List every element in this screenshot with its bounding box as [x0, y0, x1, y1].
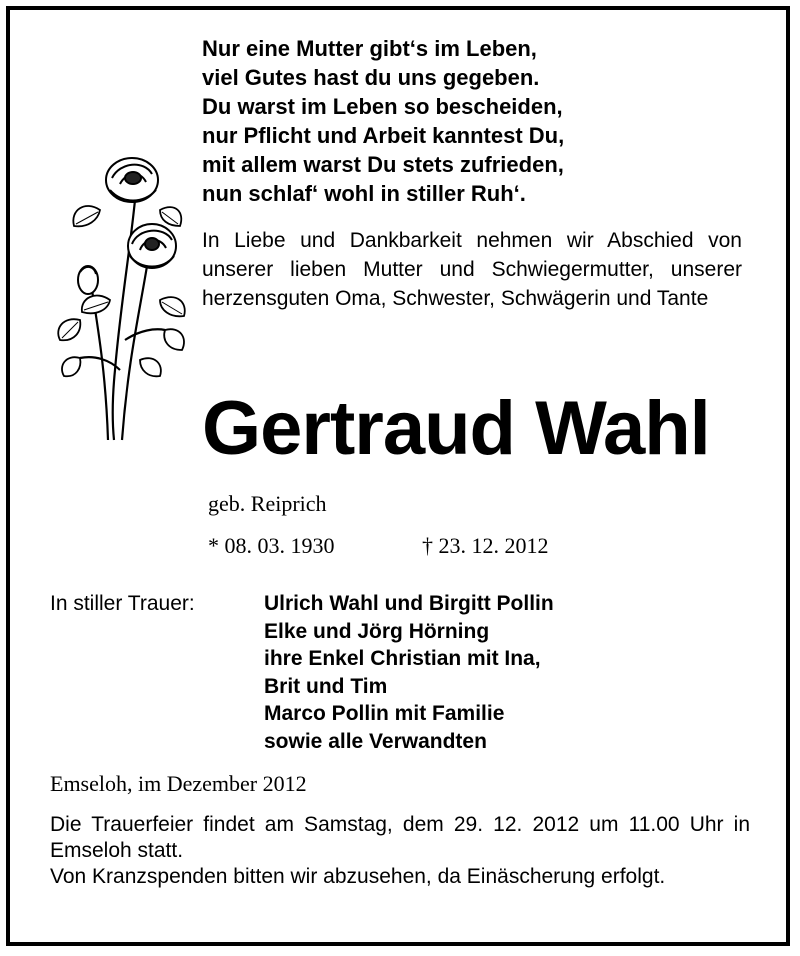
mourner-line: sowie alle Verwandten	[264, 729, 487, 753]
flowers-note: Von Kranzspenden bitten wir abzusehen, da Einäscherung erfolgt.	[50, 865, 666, 888]
intro-text: In Liebe und Dankbarkeit nehmen wir Abschied von unserer lieben Mutter und Schwiegermutter, unserer herzensguten Oma, Schwester, Schwägerin und Tante	[202, 229, 742, 310]
mourner-line: ihre Enkel Christian mit Ina,	[264, 647, 541, 670]
mourner-line: Elke und Jörg Hörning	[264, 619, 490, 643]
mourner-line: Brit und Tim	[264, 674, 388, 698]
death-date: † 23. 12. 2012	[422, 533, 549, 558]
deceased-name: Gertraud Wahl	[202, 386, 710, 471]
place-date: Emseloh, im Dezember 2012	[50, 771, 307, 796]
mourner-line: Marco Pollin mit Familie	[264, 702, 505, 725]
mourner-line: Ulrich Wahl und Birgitt Pollin	[264, 592, 554, 615]
memorial-verse	[202, 34, 762, 208]
rose-illustration-icon	[40, 140, 190, 450]
mourning-label: In stiller Trauer:	[50, 592, 195, 615]
ceremony-info: Die Trauerfeier findet am Samstag, dem 29. 12. 2012 um 11.00 Uhr in Emseloh statt.	[50, 813, 750, 862]
birth-name: geb. Reiprich	[208, 491, 327, 516]
mourner-list	[264, 590, 744, 755]
verse-line: nun schlaf‘ wohl in stiller Ruh‘.	[202, 181, 526, 206]
verse-line: mit allem warst Du stets zufrieden,	[202, 152, 564, 177]
birth-date: * 08. 03. 1930	[208, 533, 335, 558]
verse-line: Nur eine Mutter gibt‘s im Leben,	[202, 36, 537, 61]
funeral-notice	[50, 812, 750, 890]
verse-line: nur Pflicht und Arbeit kanntest Du,	[202, 123, 565, 148]
verse-line: Du warst im Leben so bescheiden,	[202, 94, 563, 119]
verse-line: viel Gutes hast du uns gegeben.	[202, 65, 540, 90]
